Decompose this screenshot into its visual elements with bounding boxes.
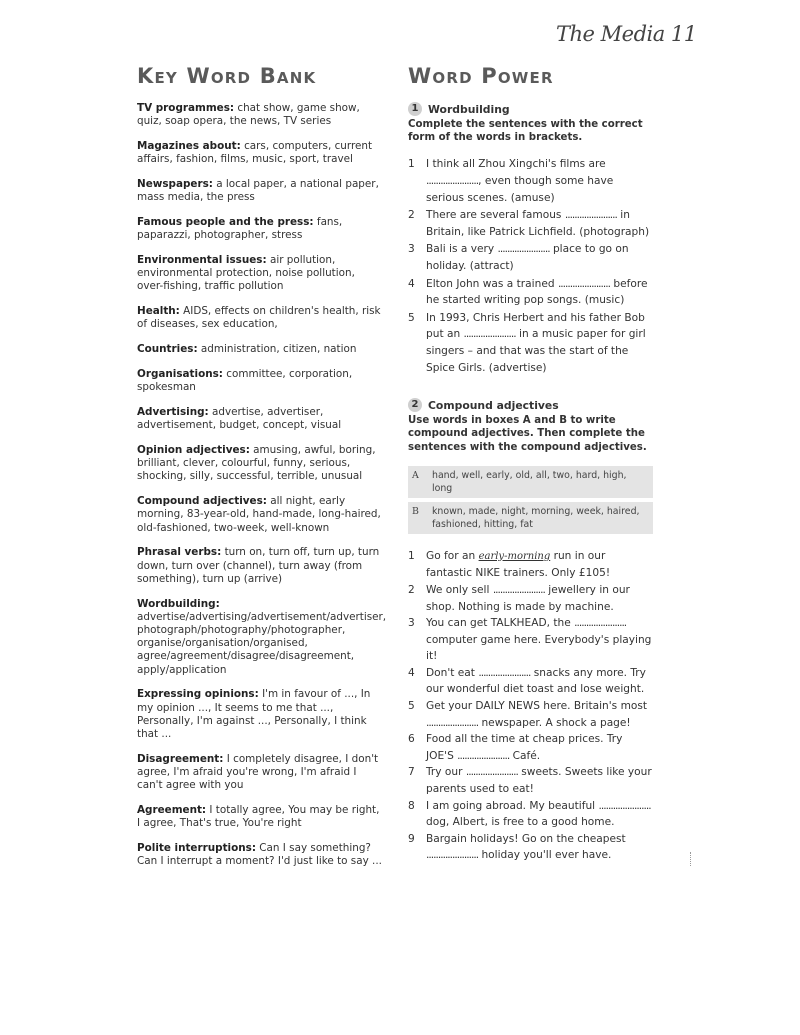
- item-text-after: snacks any more. Try our wonderful diet toast and lose weight.: [426, 666, 646, 696]
- item-blank: ......................: [557, 277, 611, 290]
- exercise-title: Compound adjectives: [428, 398, 559, 412]
- item-blank: ......................: [492, 583, 545, 596]
- key-word-entry: [137, 178, 382, 204]
- item-blank: ......................: [497, 243, 550, 256]
- item-text-after: dog, Albert, is free to a good home.: [426, 816, 615, 829]
- item-blank: ......................: [465, 766, 518, 779]
- item-text-after: sweets. Sweets like your parents used to eat!: [426, 766, 652, 796]
- item-number: 3: [408, 617, 415, 630]
- item-blank: ......................: [463, 328, 516, 341]
- item-text-after: run in our fantastic NIKE trainers. Only £105!: [426, 549, 611, 580]
- item-number: 5: [408, 311, 415, 324]
- key-word-entry: [137, 495, 382, 535]
- item-text-after: jewellery in our shop. Nothing is made by machine.: [426, 583, 630, 613]
- exercise-item: [408, 156, 653, 206]
- item-number: 4: [408, 666, 415, 679]
- item-blank: ......................: [457, 749, 510, 762]
- item-text-before: I think all Zhou Xingchi's films are: [426, 158, 606, 171]
- item-blank: ......................: [426, 175, 479, 187]
- item-number: 7: [408, 766, 415, 779]
- word-box-label: B: [412, 505, 419, 517]
- key-word-bank-title: Key Word Bank: [137, 64, 317, 88]
- key-word-heading: Polite interruptions:: [137, 842, 256, 855]
- key-word-heading: Wordbuilding:: [137, 597, 220, 610]
- item-text-before: Don't eat: [426, 666, 479, 679]
- exercise-item: [408, 831, 653, 864]
- item-text-before: Try our: [426, 766, 466, 779]
- item-number: 5: [408, 700, 415, 713]
- word-box-label: A: [412, 469, 419, 481]
- key-word-text: all night, early morning, 83-year-old, hand-made, long-haired, old-fashioned, two-week, well-known: [137, 495, 381, 534]
- item-text-after: before he started writing pop songs. (music): [426, 277, 648, 307]
- key-word-entry: [137, 597, 387, 677]
- key-word-text: cars, computers, current affairs, fashion, films, music, sport, travel: [137, 140, 373, 166]
- exercise-item: [408, 731, 653, 764]
- item-text-before: I am going abroad. My beautiful: [426, 799, 599, 812]
- item-number: 1: [408, 549, 415, 562]
- item-blank: ......................: [426, 849, 479, 862]
- key-word-heading: TV programmes:: [137, 102, 235, 114]
- item-number: 4: [408, 277, 415, 290]
- word-box-words: known, made, night, morning, week, haired, fashioned, hitting, fat: [432, 505, 640, 530]
- key-word-text: committee, corporation, spokesman: [137, 368, 353, 394]
- item-text-after: newspaper. A shock a page!: [478, 716, 631, 729]
- word-box-words: hand, well, early, old, all, two, hard, high, long: [432, 469, 627, 494]
- exercise-instruction: Complete the sentences with the correct form of the words in brackets.: [408, 119, 643, 144]
- key-word-entry: [137, 546, 382, 586]
- exercise-items: [408, 548, 653, 864]
- exercise-item: [408, 615, 653, 665]
- item-blank: ......................: [598, 799, 651, 812]
- key-word-heading: Organisations:: [137, 368, 223, 380]
- key-word-heading: Agreement:: [137, 804, 207, 817]
- key-word-text: air pollution, environmental protection, noise pollution, over-fishing, traffic pollution: [137, 254, 355, 293]
- item-text-before: Elton John was a trained: [426, 277, 558, 290]
- key-word-entry: [137, 688, 382, 741]
- word-power-title: Word Power: [408, 64, 554, 88]
- exercise-number-badge: 2: [408, 398, 422, 412]
- key-word-heading: Compound adjectives:: [137, 495, 267, 508]
- exercise-item: [408, 548, 653, 582]
- item-text-before: Go for an: [426, 549, 479, 562]
- key-word-text: amusing, awful, boring, brilliant, clever, colourful, funny, serious, shocking, silly, successful, terrible, unusual: [137, 444, 376, 483]
- key-word-entry: [137, 753, 382, 793]
- key-word-heading: Phrasal verbs:: [137, 546, 222, 559]
- key-word-text: chat show, game show, quiz, soap opera, the news, TV series: [137, 102, 360, 128]
- item-text-after: in a music paper for girl singers – and that was the start of the Spice Girls. (advertise): [426, 328, 646, 374]
- item-text-after: Café.: [509, 749, 541, 762]
- item-blank: ......................: [564, 209, 617, 222]
- word-box-b: [408, 502, 653, 534]
- exercise-item: [408, 665, 653, 698]
- exercise-items: [408, 156, 653, 376]
- exercise-item: [408, 310, 653, 376]
- item-text-after: place to go on holiday. (attract): [426, 243, 629, 272]
- item-text-before: Bargain holidays! Go on the cheapest: [426, 832, 626, 845]
- key-word-entry: [137, 305, 382, 331]
- key-word-entry: [137, 254, 382, 294]
- exercise-number-badge: 1: [408, 102, 422, 116]
- item-blank: ......................: [426, 716, 479, 729]
- item-text-after: in Britain, like Patrick Lichfield. (photograph): [426, 209, 650, 238]
- key-word-entry: [137, 140, 382, 166]
- key-word-heading: Health:: [137, 305, 180, 318]
- key-word-text: I completely disagree, I don't agree, I'm afraid you're wrong, I'm afraid I can't agree with you: [137, 752, 379, 792]
- item-text-before: We only sell: [426, 583, 493, 596]
- item-blank: ......................: [478, 666, 531, 679]
- item-text-before: You can get TALKHEAD, the: [426, 617, 575, 630]
- key-word-text: advertise/advertising/advertisement/advertiser, photograph/photography/photographer, organise/organisation/organised, agree/agreement/disagree/disagreement, apply/application: [137, 610, 387, 676]
- key-word-heading: Opinion adjectives:: [137, 444, 250, 456]
- key-word-list: [137, 102, 387, 868]
- key-word-text: Can I say something? Can I interrupt a moment? I'd just like to say ...: [137, 842, 382, 868]
- key-word-entry: [137, 368, 382, 394]
- item-text-after: holiday you'll ever have.: [478, 849, 612, 862]
- key-word-bank: [137, 64, 387, 880]
- key-word-entry: [137, 804, 382, 830]
- exercise-item: [408, 207, 653, 240]
- key-word-heading: Expressing opinions:: [137, 688, 259, 701]
- item-text-before: There are several famous: [426, 209, 565, 222]
- exercise-item: [408, 798, 653, 831]
- item-blank: ......................: [574, 617, 627, 630]
- key-word-text: advertise, advertiser, advertisement, budget, concept, visual: [137, 406, 342, 432]
- key-word-text: I'm in favour of ..., In my opinion ..., It seems to me that ..., Personally, I'm against ..., Personally, I think that ...: [137, 688, 371, 741]
- key-word-entry: [137, 444, 382, 484]
- key-word-text: AIDS, effects on children's health, risk of diseases, sex education,: [137, 305, 381, 331]
- exercise-item: [408, 698, 653, 731]
- key-word-text: administration, citizen, nation: [200, 343, 357, 356]
- item-number: 2: [408, 583, 415, 596]
- key-word-text: a local paper, a national paper, mass media, the press: [137, 178, 379, 204]
- exercise-instruction: Use words in boxes A and B to write compound adjectives. Then complete the sentences with the compound adjectives.: [408, 415, 647, 453]
- scan-mark: [690, 852, 692, 866]
- item-number: 2: [408, 209, 415, 222]
- key-word-heading: Newspapers:: [137, 178, 213, 190]
- key-word-heading: Disagreement:: [137, 752, 224, 765]
- key-word-heading: Famous people and the press:: [137, 216, 314, 228]
- item-text-after: computer game here. Everybody's playing it!: [426, 633, 652, 663]
- exercise-wordbuilding: [408, 102, 653, 376]
- item-text-before: Bali is a very: [426, 243, 498, 256]
- key-word-entry: [137, 102, 382, 128]
- item-text-before: In 1993, Chris Herbert and his father Bob put an: [426, 311, 645, 341]
- item-text-before: Get your DAILY NEWS here. Britain's most: [426, 700, 648, 713]
- item-number: 6: [408, 733, 415, 746]
- key-word-heading: Environmental issues:: [137, 254, 267, 266]
- exercise-item: [408, 276, 653, 309]
- exercise-compound-adjectives: [408, 398, 653, 864]
- key-word-text: fans, paparazzi, photographer, stress: [137, 216, 343, 242]
- exercise-item: [408, 241, 653, 274]
- key-word-entry: [137, 216, 382, 242]
- key-word-text: I totally agree, You may be right, I agree, That's true, You're right: [137, 804, 380, 830]
- exercise-title: Wordbuilding: [428, 102, 510, 116]
- item-answer: early-morning: [478, 550, 551, 562]
- key-word-entry: [137, 406, 382, 432]
- key-word-heading: Magazines about:: [137, 140, 241, 152]
- running-head: The Media 11: [556, 22, 697, 46]
- word-box-a: [408, 466, 653, 498]
- item-number: 1: [408, 158, 415, 171]
- key-word-heading: Countries:: [137, 343, 198, 356]
- item-text-after: , even though some have serious scenes. (amuse): [426, 175, 614, 204]
- item-number: 9: [408, 832, 415, 845]
- exercise-item: [408, 764, 653, 797]
- key-word-text: turn on, turn off, turn up, turn down, turn over (channel), turn away (from something), turn up (arrive): [137, 546, 380, 585]
- key-word-entry: [137, 343, 382, 356]
- key-word-entry: [137, 842, 382, 868]
- item-number: 3: [408, 243, 415, 256]
- item-number: 8: [408, 799, 415, 812]
- exercise-item: [408, 582, 653, 615]
- key-word-heading: Advertising:: [137, 406, 209, 418]
- item-text-before: Food all the time at cheap prices. Try JOE'S: [426, 733, 623, 762]
- word-power: [408, 64, 653, 864]
